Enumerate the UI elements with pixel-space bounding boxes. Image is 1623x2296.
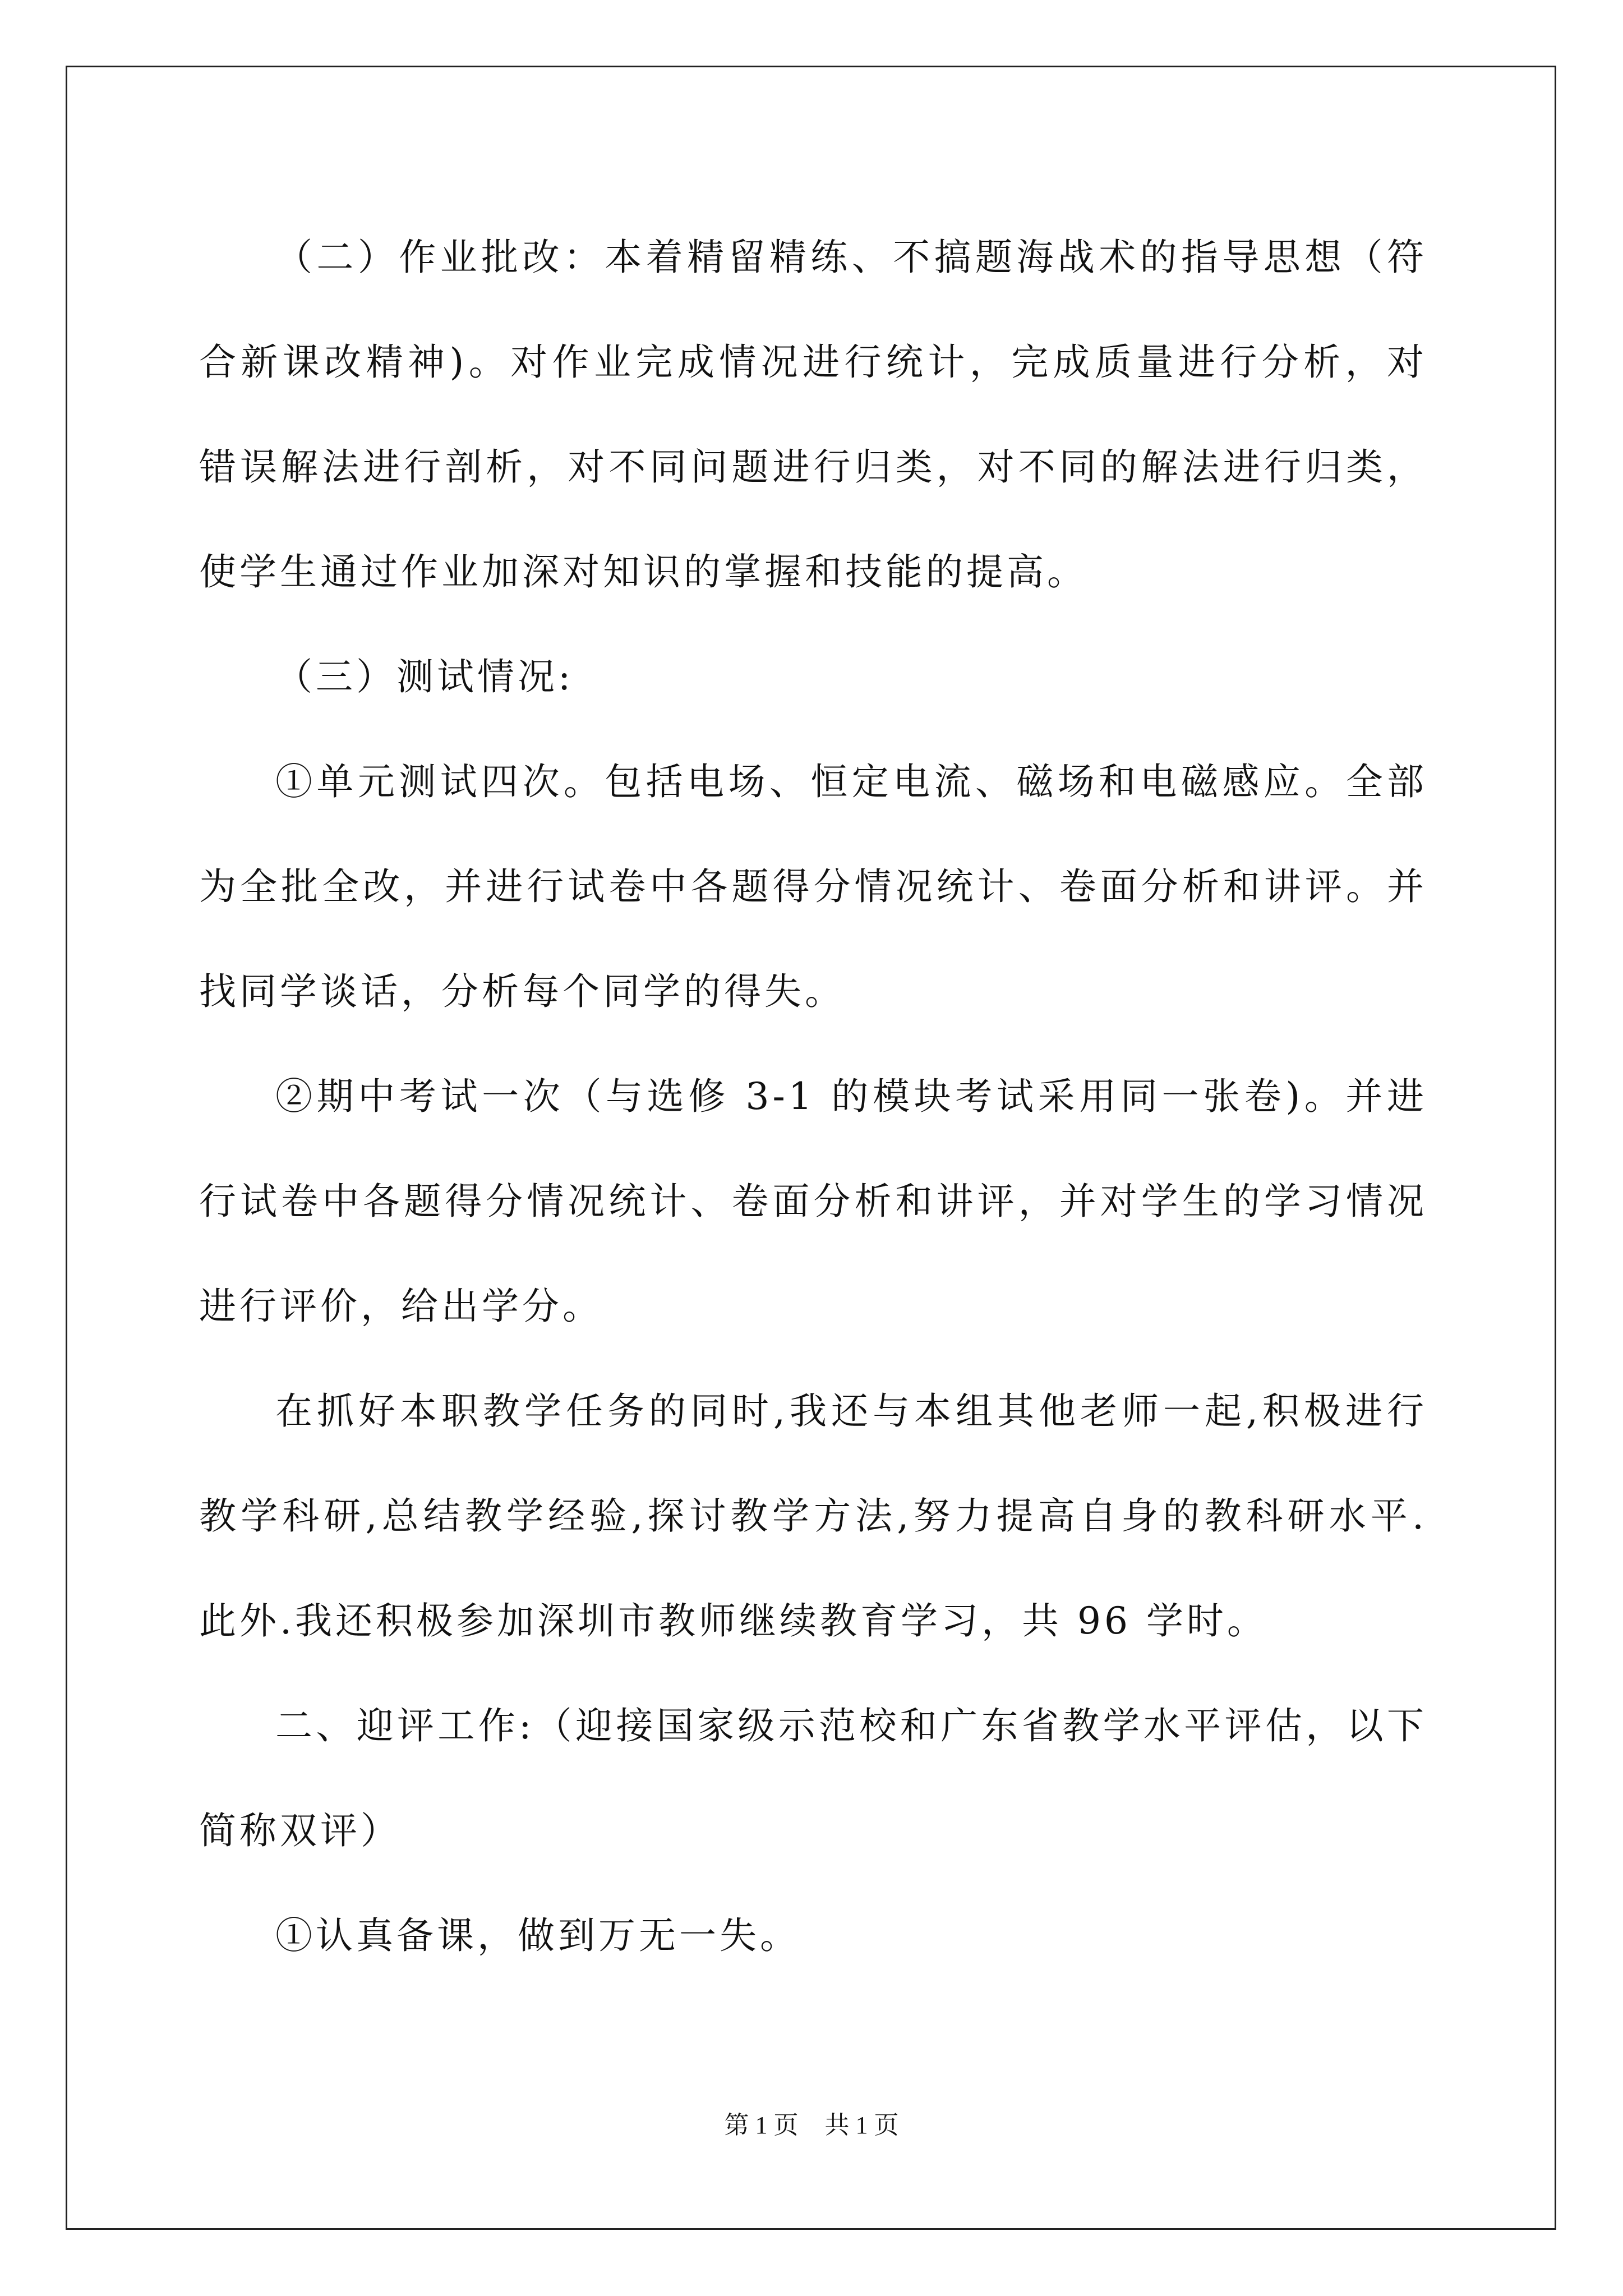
document-body (199, 205, 1427, 1988)
page-number: 第 1 页 (724, 2111, 799, 2139)
paragraph-lesson-prep: ①认真备课，做到万无一失。 (275, 1914, 800, 1957)
paragraph-research: 在抓好本职教学任务的同时,我还与本组其他老师一起,积极进行教学科研,总结教学经验,探讨教学方法,努力提高自身的教科研水平.此外.我还积极参加深圳市教师继续教育学习，共 96 学时。 (199, 1389, 1427, 1642)
paragraph-unit-tests: ①单元测试四次。包括电场、恒定电流、磁场和电磁感应。全部为全批全改，并进行试卷中各题得分情况统计、卷面分析和讲评。并找同学谈话，分析每个同学的得失。 (199, 760, 1427, 1013)
page-total: 共 1 页 (824, 2111, 899, 2139)
paragraph-test-heading: （三）测试情况: (275, 655, 574, 698)
page-footer (0, 2105, 1623, 2141)
paragraph-evaluation-work: 二、迎评工作:（迎接国家级示范校和广东省教学水平评估，以下简称双评） (199, 1704, 1427, 1852)
paragraph-midterm: ②期中考试一次（与选修 3-1 的模块考试采用同一张卷)。并进行试卷中各题得分情况统计、卷面分析和讲评，并对学生的学习情况进行评价，给出学分。 (199, 1075, 1427, 1328)
paragraph-homework-grading: （二）作业批改：本着精留精练、不搞题海战术的指导思想（符合新课改精神)。对作业完成情况进行统计，完成质量进行分析，对错误解法进行剖析，对不同问题进行归类，对不同的解法进行归类，使学生通过作业加深对知识的掌握和技能的提高。 (199, 236, 1427, 593)
